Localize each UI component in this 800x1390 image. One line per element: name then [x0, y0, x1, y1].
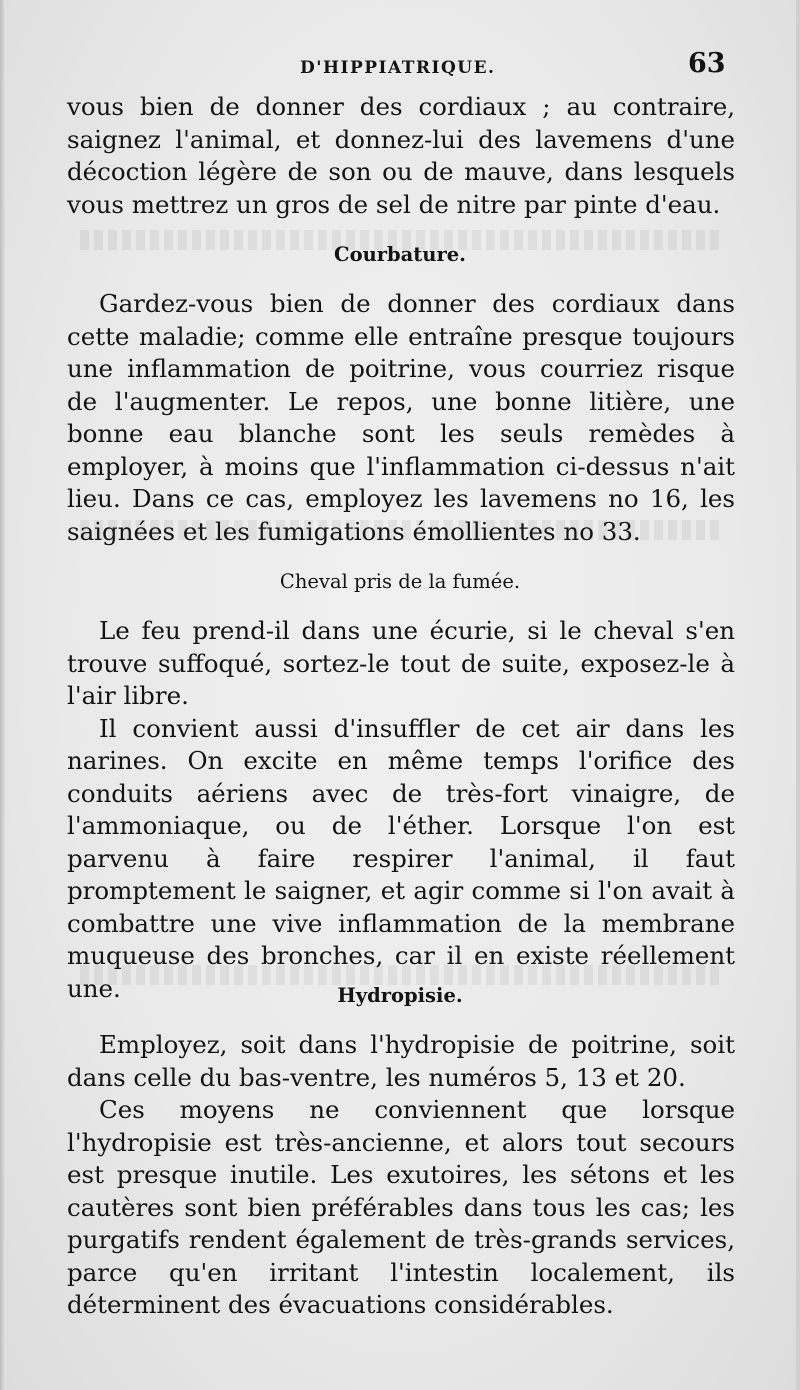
- page-header: [0, 48, 800, 88]
- courbature-paragraph: Gardez-vous bien de donner des cordiaux dans cette maladie; comme elle entraîne presque toujours une inflammation de poitrine, vous courriez risque de l'augmenter. Le repos, une bonne litière, une bonne eau blanche sont les seuls remèdes à employer, à moins que l'inflammation ci-dessus n'ait lieu. Dans ce cas, employez les lavemens no 16, les saignées et les fumigations émollientes no 33.: [67, 289, 735, 546]
- section-heading-fumee: Cheval pris de la fumée.: [279, 570, 521, 593]
- page-edge-right: [796, 0, 800, 1390]
- section-heading-courbature: Courbature.: [334, 243, 466, 266]
- hydropisie-block: [67, 1029, 735, 1322]
- running-head: D'HIPPIATRIQUE.: [300, 58, 496, 78]
- fumee-paragraph-2: Il convient aussi d'insuffler de cet air dans les narines. On excite en même temps l'orifice des conduits aériens avec de très-fort vinaigre, de l'ammoniaque, ou de l'éther. Lorsque l'on est parvenu à faire respirer l'animal, il faut promptement le saigner, et agir comme si l'on avait à combattre une vive inflammation de la membrane muqueuse des bronches, car il en existe réellement une.: [67, 713, 735, 1003]
- fumee-paragraph-1: Le feu prend-il dans une écurie, si le cheval s'en trouve suffoqué, sortez-le tout de suite, exposez-le à l'air libre.: [67, 616, 735, 710]
- intro-paragraph: vous bien de donner des cordiaux ; au contraire, saignez l'animal, et donnez-lui des lavemens d'une décoction légère de son ou de mauve, dans lesquels vous mettrez un gros de sel de nitre par pinte d'eau.: [67, 92, 735, 219]
- fumee-block: [67, 615, 735, 1005]
- page-edge-left: [0, 0, 6, 1390]
- page-number: 63: [688, 48, 726, 79]
- hydropisie-paragraph-2: Ces moyens ne conviennent que lorsque l'hydropisie est très-ancienne, et alors tout secours est presque inutile. Les exutoires, les sétons et les cautères sont bien préférables dans tous les cas; les purgatifs rendent également de très-grands services, parce qu'en irritant l'intestin localement, ils déterminent des évacuations considérables.: [67, 1095, 735, 1319]
- section-heading-hydropisie: Hydropisie.: [337, 984, 463, 1007]
- intro-paragraph-block: [67, 91, 735, 221]
- hydropisie-paragraph-1: Employez, soit dans l'hydropisie de poitrine, soit dans celle du bas-ventre, les numéros 5, 13 et 20.: [67, 1030, 735, 1092]
- courbature-block: [67, 288, 735, 548]
